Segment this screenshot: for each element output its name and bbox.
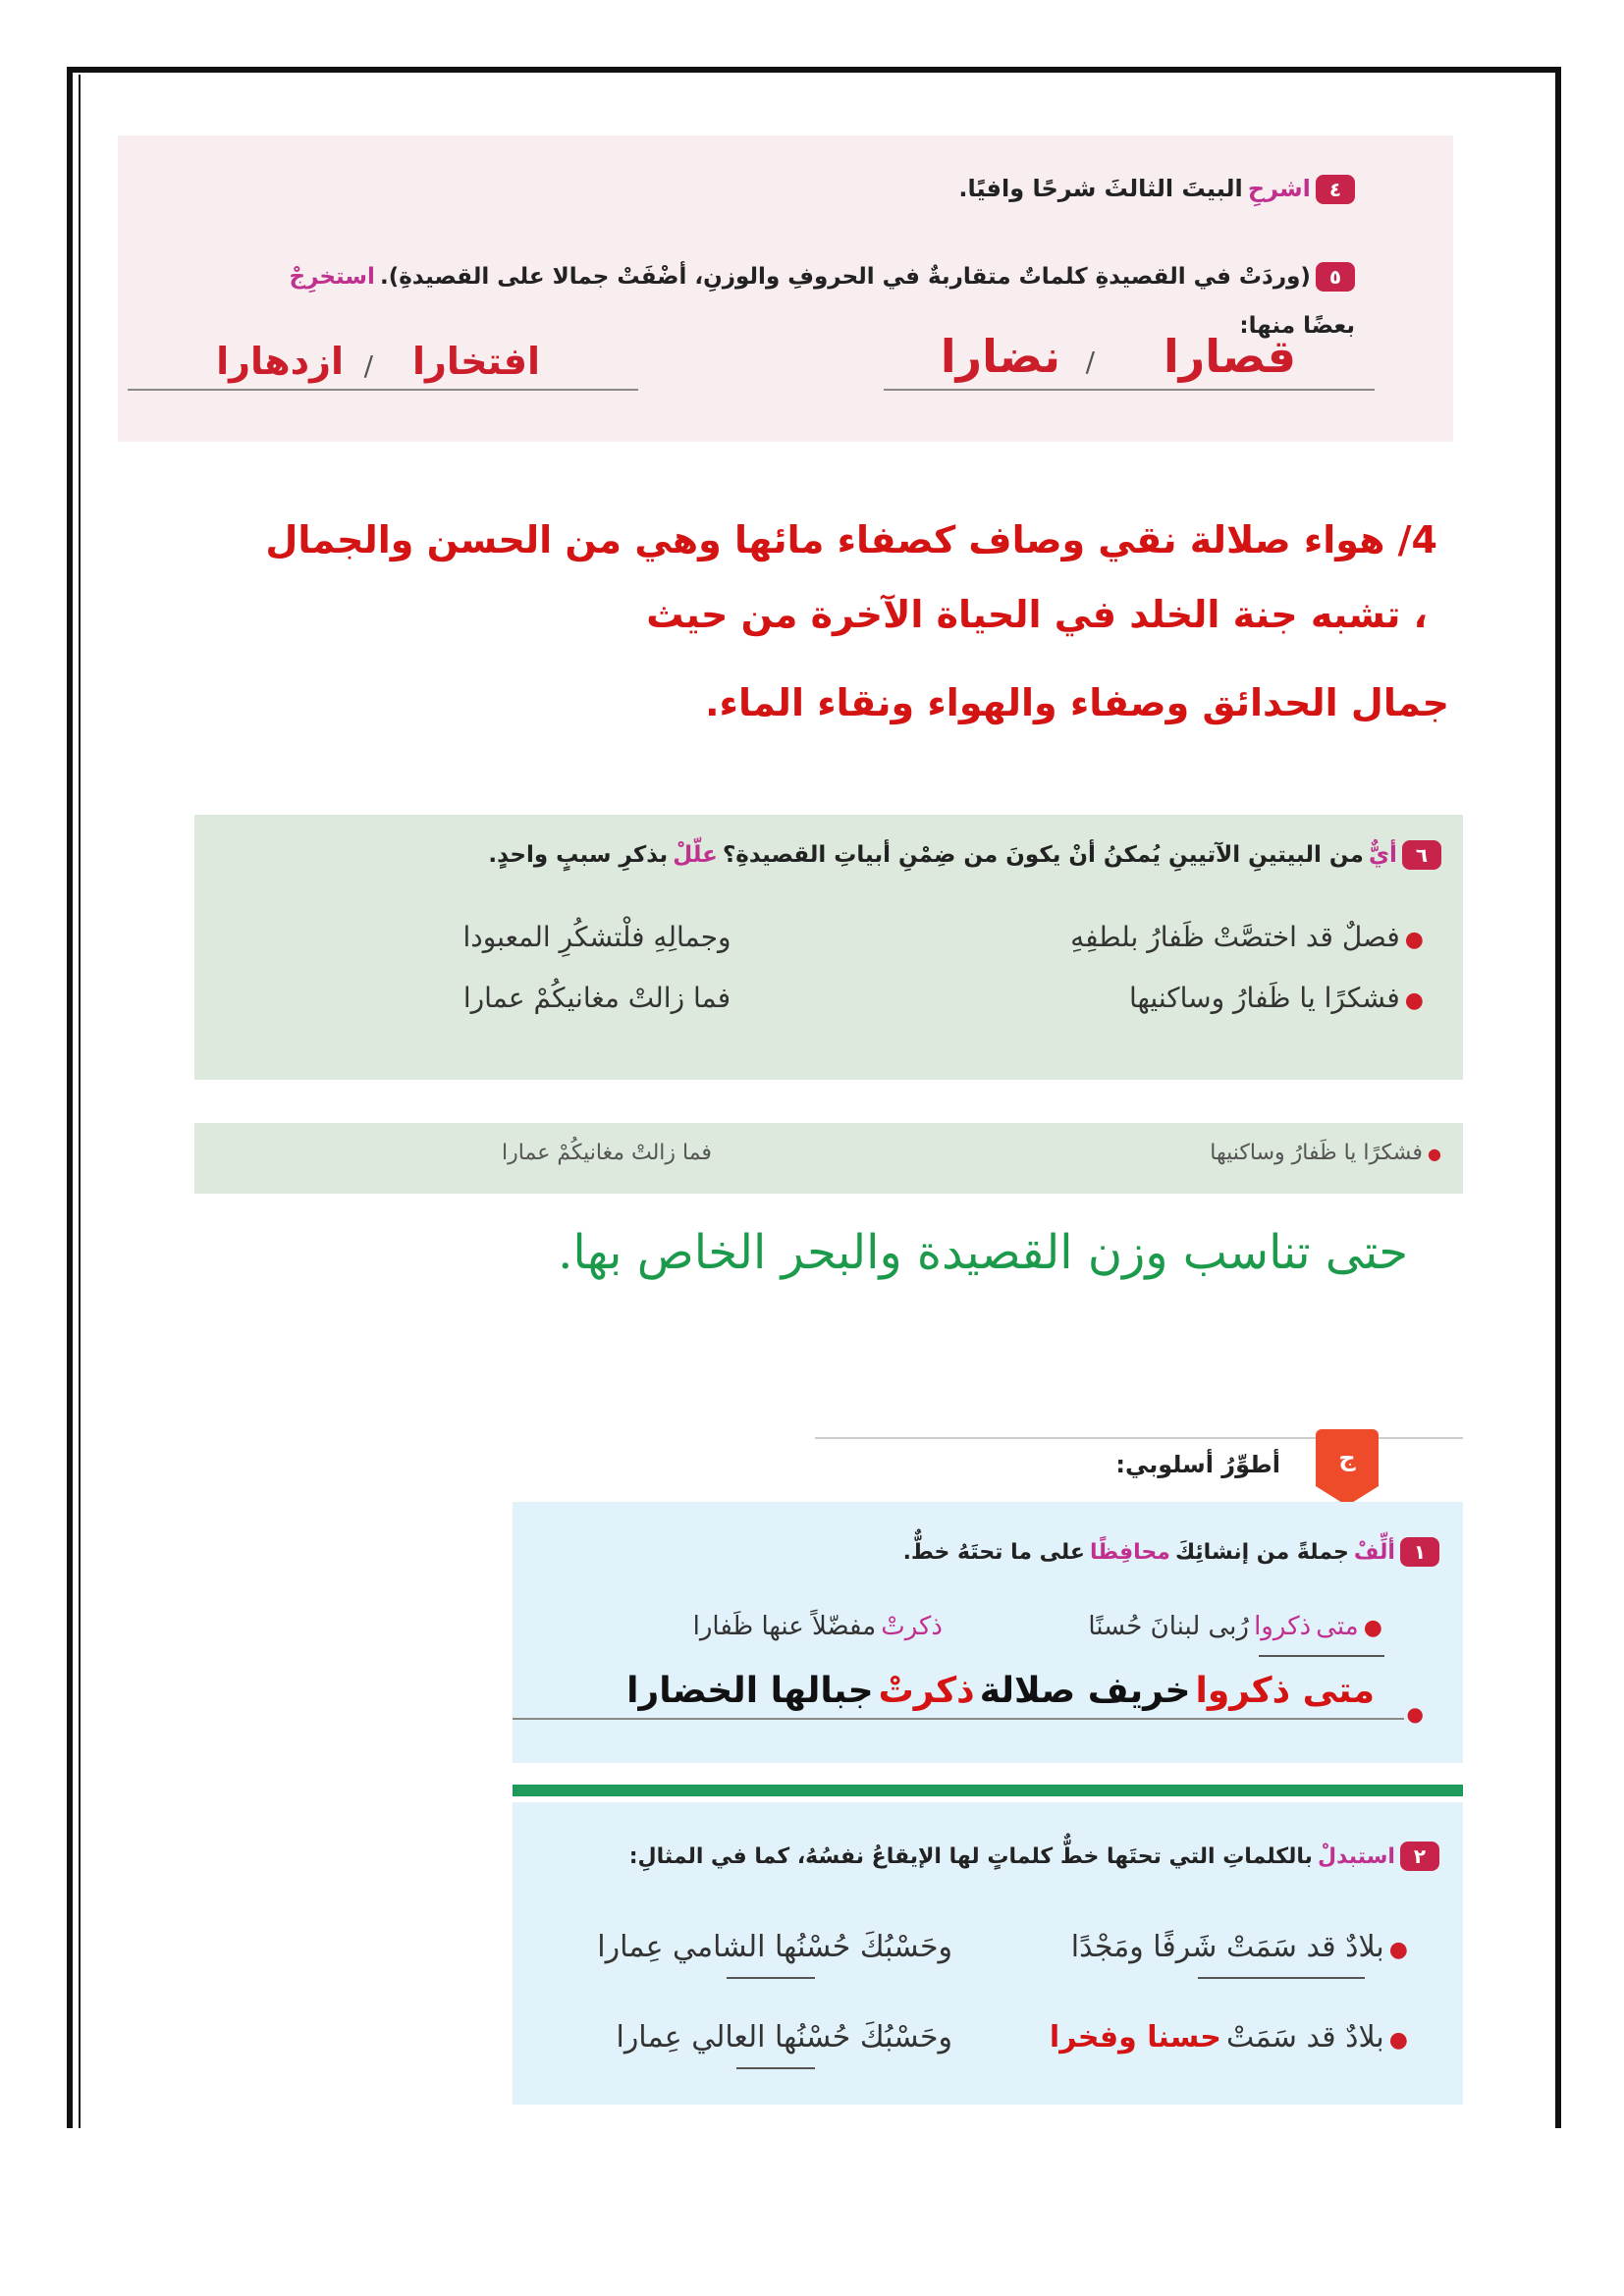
question-pronoun: أيٌّ [1368,842,1397,868]
answer-group-right [766,330,1375,389]
example-text: بلادٌ قد سَمَتْ شَرفًا ومَجْدًا [1070,1930,1384,1964]
question-text: (وردَتْ في القصيدةِ كلماتٌ متقاربةٌ في الحروفِ والوزنِ، أضْفَتْ جمالا على القصيدةِ). [379,264,1311,290]
bullet-icon: ● [1388,2028,1408,2053]
verse-text: فما زالتْ مغانيكُمْ عمارا [462,982,731,1014]
verse-text: فما زالتْ مغانيكُمْ عمارا [502,1141,712,1165]
question-6-panel [194,815,1463,1080]
reason-sentence: حتى تناسب وزن القصيدة والبحر الخاص بها. [558,1225,1408,1280]
example-underline [727,1977,815,1979]
answer-word: قصارا [1164,330,1296,383]
section-title: أطوِّرُ أسلوبي: [1115,1451,1280,1478]
section-letter-marker: ج [1316,1429,1379,1486]
separator-bar [513,1785,1463,1796]
verse-1-first-hemistich [835,921,1424,953]
verse-text: فصلٌ قد اختصَّتْ ظَفارُ بلطفِهِ [1070,921,1400,953]
verse-text: فشكرًا يا ظَفارُ وساكنيها [1210,1141,1423,1165]
question-number-badge: ٤ [1316,175,1355,204]
style-question-1 [536,1537,1439,1567]
answer-paragraph-line3: جمال الحدائق وصفاء والهواء ونقاء الماء. [705,681,1449,724]
example-text: رُبى لبنانَ حُسنًا [1088,1612,1249,1641]
answer-word: افتخارا [412,340,540,383]
answer-line [128,389,638,391]
answer-paragraph-line2: ، تشبه جنة الخلد في الحياة الآخرة من حيث [646,593,1428,636]
answer-part: ذكرتْ [878,1671,975,1711]
question-verb: استخرِجْ [289,264,375,290]
question-verb: استبدلْ [1317,1844,1395,1869]
question-verb: اشرحِ [1247,175,1311,202]
bullet-icon: ● [1404,988,1424,1013]
answer-word: نضارا [940,330,1060,383]
answer-sentence [626,1671,1375,1711]
selected-verse-strip [194,1123,1463,1194]
verse-text: فشكرًا يا ظَفارُ وساكنيها [1128,982,1400,1014]
bullet-icon: ● [1388,1938,1408,1962]
question-text: من البيتينِ الآتيينِ يُمكنُ أنْ يكونَ من ضِمْنِ أبياتِ القصيدةِ؟ [722,842,1364,868]
answer-underline [736,2067,815,2069]
question-verb: علّلْ [673,842,718,868]
style-question-2-panel [513,1802,1463,2105]
question-text: جملةً من إنشائِكَ [1174,1540,1349,1565]
selected-verse-first-hemistich [852,1141,1441,1165]
question-number-badge: ٦ [1402,840,1441,870]
verse-1-second-hemistich [401,921,793,953]
question-text-cont: على ما تحتَهُ خطٌّ. [902,1540,1085,1565]
answer-second-hemistich [616,2020,952,2055]
example-underline [1259,1655,1384,1657]
question-number-badge: ٥ [1316,262,1355,292]
answer-first-hemistich [1050,2020,1408,2055]
example-word: ذكروا [1254,1612,1312,1641]
bullet-icon: ● [1406,1702,1424,1726]
verse-2-first-hemistich [835,982,1424,1014]
answer-word: حسنا وفخرا [1049,2020,1221,2055]
question-highlight: محافِظًا [1090,1540,1170,1565]
answer-line [884,389,1375,391]
answer-word: ازدهارا [216,340,344,383]
example-second-hemistich [693,1612,943,1641]
answer-separator: / [1085,346,1095,378]
answer-part: خريف صلالة [979,1671,1191,1711]
question-text: بالكلماتِ التي تحتَها خطٌّ كلماتٍ لها الإيقاعُ نفسُهُ، كما في المثالِ: [628,1844,1313,1869]
verse-text: وجمالِهِ فلْتشكُرِ المعبودا [462,921,731,953]
question-4 [275,175,1355,204]
question-text-cont: بعضًا منها: [1239,313,1355,339]
question-text-cont: بذكرِ سببٍ واحدٍ. [488,842,669,868]
style-question-2 [526,1842,1439,1871]
question-number-badge: ٢ [1400,1842,1439,1871]
example-first-hemistich [1071,1930,1408,1964]
answer-line [513,1718,1404,1720]
answer-paragraph-line1: 4/ هواء صلالة نقي وصاف كصفاء مائها وهي من الحسن والجمال [265,518,1437,561]
bullet-icon: ● [1428,1145,1441,1163]
question-number-badge: ١ [1400,1537,1439,1567]
example-text: وحَسْبُكَ حُسْنُها الشامي عِمارا [597,1930,952,1964]
answer-text: بلادٌ قد سَمَتْ [1225,2020,1384,2055]
answer-part: متى ذكروا [1195,1671,1375,1711]
answer-separator: / [363,349,373,382]
example-word: متى [1316,1612,1359,1641]
questions-4-5-panel [118,135,1453,442]
bullet-icon: ● [1363,1616,1382,1640]
example-word: ذكرتْ [881,1612,943,1641]
example-text: مفضّلاً عنها ظَفارا [692,1612,877,1641]
style-question-1-panel [513,1502,1463,1763]
example-second-hemistich [597,1930,952,1964]
answer-part: جبالها الخضارا [626,1671,874,1711]
question-6 [204,840,1441,870]
answer-text: وحَسْبُكَ حُسْنُها العالي عِمارا [616,2020,952,2055]
question-verb: ألِّفْ [1353,1540,1395,1565]
bullet-icon: ● [1404,928,1424,952]
example-underline [1198,1977,1365,1979]
question-text: البيتَ الثالثَ شرحًا وافيًا. [958,175,1243,202]
answer-group-left [128,340,638,389]
selected-verse-second-hemistich [410,1141,803,1165]
verse-2-second-hemistich [401,982,793,1014]
example-first-hemistich [1088,1612,1382,1641]
